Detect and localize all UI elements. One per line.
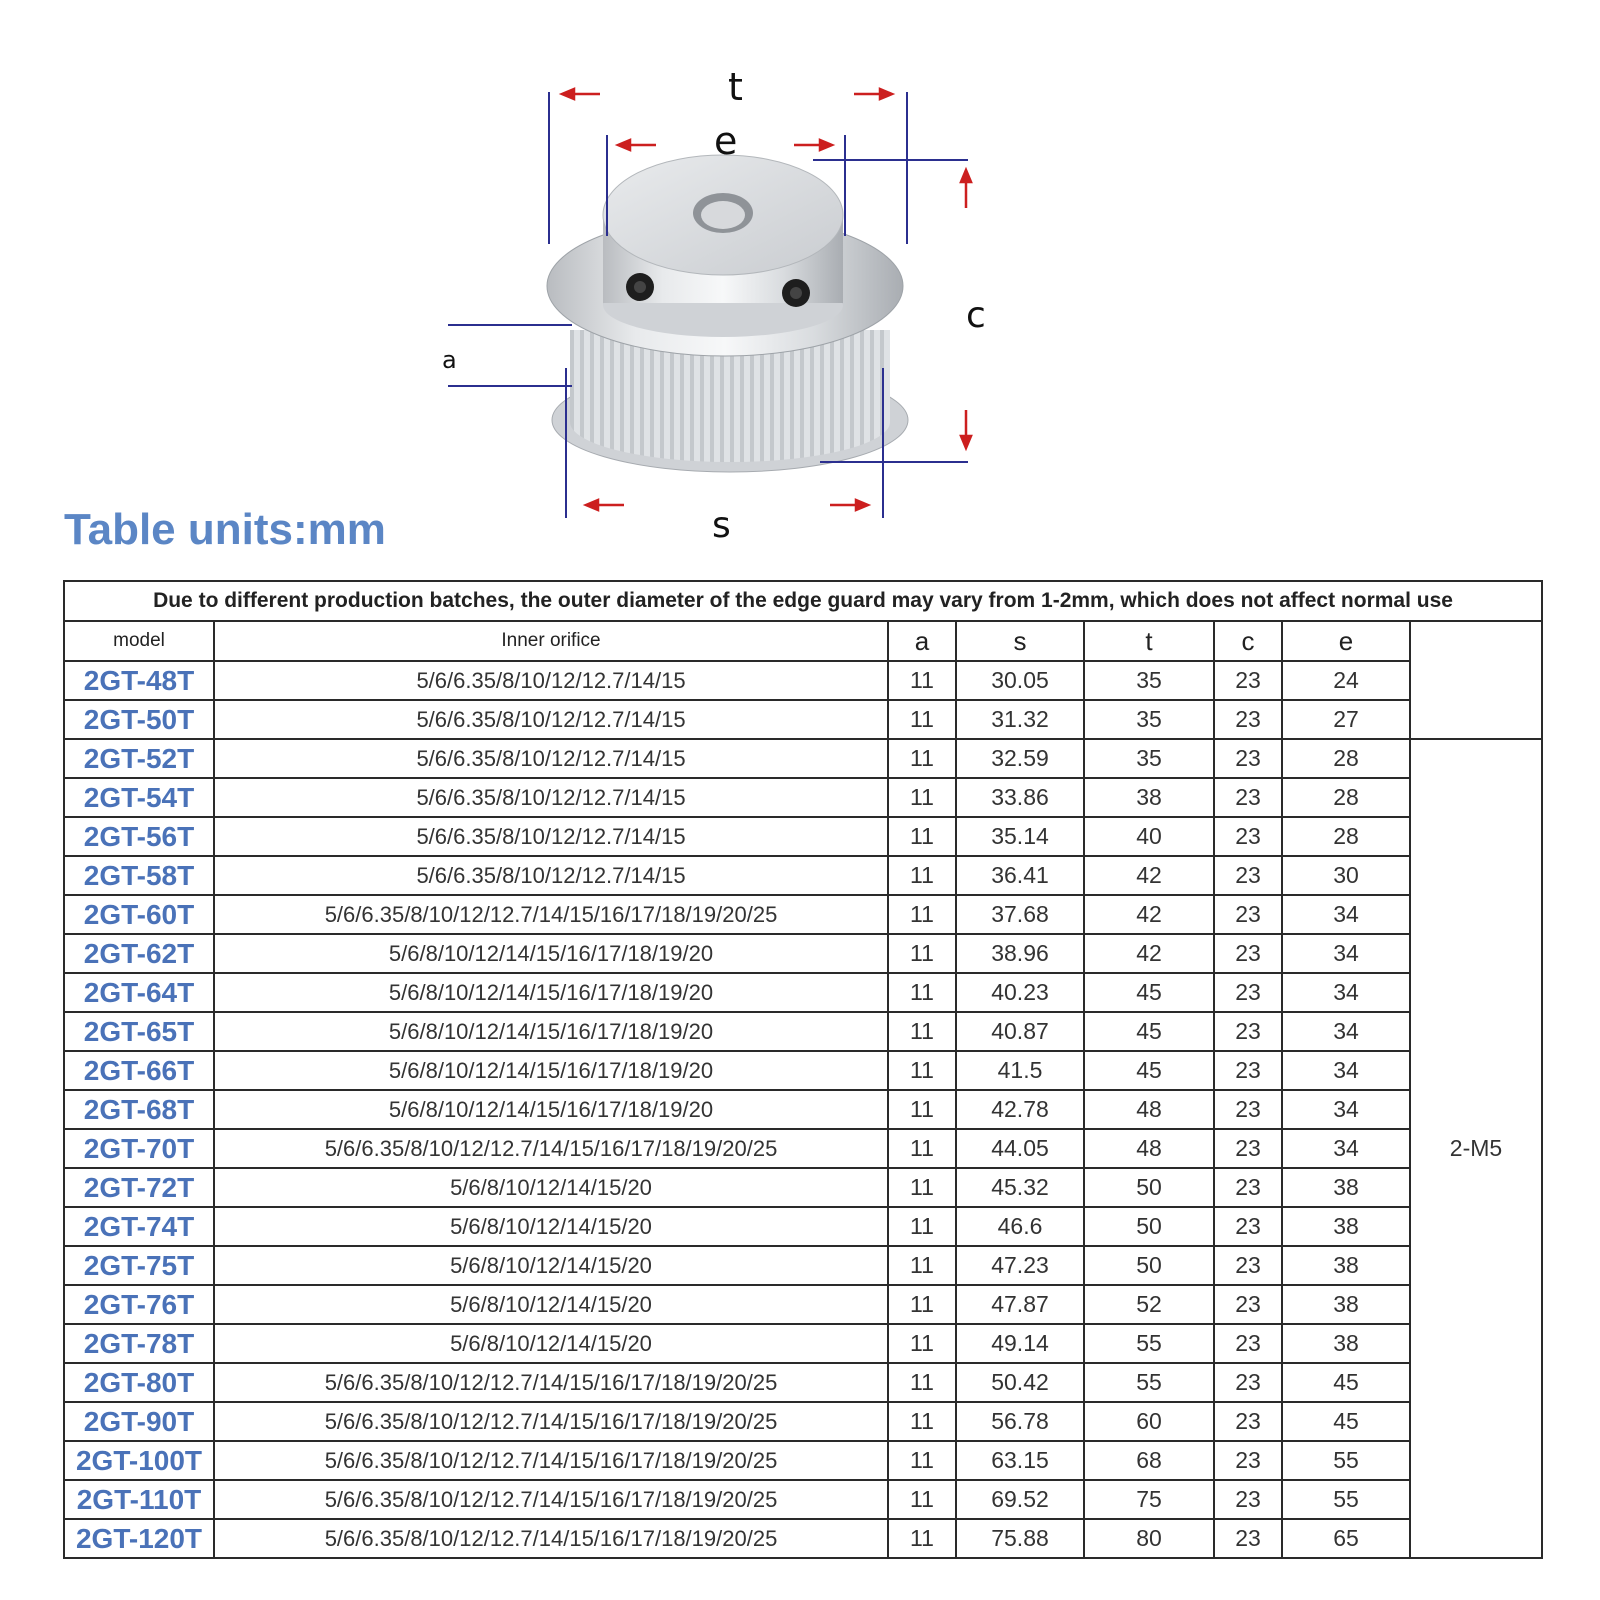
e-cell: 38 <box>1282 1285 1410 1324</box>
model-cell: 2GT-54T <box>64 778 214 817</box>
model-cell: 2GT-56T <box>64 817 214 856</box>
e-cell: 34 <box>1282 1051 1410 1090</box>
header-model: model <box>64 621 214 661</box>
t-cell: 45 <box>1084 1051 1214 1090</box>
table-row <box>64 1168 1542 1207</box>
a-cell: 11 <box>888 1090 956 1129</box>
batch-note: Due to different production batches, the outer diameter of the edge guard may vary from 1-2mm, which does not affect normal use <box>64 581 1542 621</box>
c-cell: 23 <box>1214 1402 1282 1441</box>
e-cell: 24 <box>1282 661 1410 700</box>
inner-orifice-cell: 5/6/8/10/12/14/15/20 <box>214 1246 888 1285</box>
e-cell: 55 <box>1282 1480 1410 1519</box>
e-cell: 38 <box>1282 1168 1410 1207</box>
s-cell: 37.68 <box>956 895 1084 934</box>
t-cell: 50 <box>1084 1207 1214 1246</box>
a-cell: 11 <box>888 1519 956 1558</box>
dimension-label-t: t <box>728 65 743 109</box>
table-row <box>64 778 1542 817</box>
c-cell: 23 <box>1214 661 1282 700</box>
t-cell: 55 <box>1084 1324 1214 1363</box>
t-cell: 48 <box>1084 1090 1214 1129</box>
s-cell: 45.32 <box>956 1168 1084 1207</box>
model-cell: 2GT-62T <box>64 934 214 973</box>
pulley-drawing <box>0 0 1600 570</box>
model-cell: 2GT-74T <box>64 1207 214 1246</box>
c-cell: 23 <box>1214 973 1282 1012</box>
t-cell: 50 <box>1084 1168 1214 1207</box>
s-cell: 35.14 <box>956 817 1084 856</box>
e-cell: 34 <box>1282 934 1410 973</box>
inner-orifice-cell: 5/6/8/10/12/14/15/16/17/18/19/20 <box>214 1090 888 1129</box>
c-cell: 23 <box>1214 1480 1282 1519</box>
s-cell: 40.23 <box>956 973 1084 1012</box>
t-cell: 35 <box>1084 700 1214 739</box>
header-e: e <box>1282 621 1410 661</box>
a-cell: 11 <box>888 700 956 739</box>
a-cell: 11 <box>888 778 956 817</box>
spec-table-body <box>64 581 1542 1558</box>
table-row <box>64 934 1542 973</box>
t-cell: 38 <box>1084 778 1214 817</box>
inner-orifice-cell: 5/6/8/10/12/14/15/16/17/18/19/20 <box>214 934 888 973</box>
inner-orifice-cell: 5/6/6.35/8/10/12/12.7/14/15/16/17/18/19/20/25 <box>214 1402 888 1441</box>
a-cell: 11 <box>888 1012 956 1051</box>
model-cell: 2GT-90T <box>64 1402 214 1441</box>
model-cell: 2GT-66T <box>64 1051 214 1090</box>
c-cell: 23 <box>1214 1207 1282 1246</box>
inner-orifice-cell: 5/6/8/10/12/14/15/20 <box>214 1324 888 1363</box>
s-cell: 33.86 <box>956 778 1084 817</box>
c-cell: 23 <box>1214 934 1282 973</box>
c-cell: 23 <box>1214 1051 1282 1090</box>
s-cell: 46.6 <box>956 1207 1084 1246</box>
e-cell: 34 <box>1282 895 1410 934</box>
s-cell: 40.87 <box>956 1012 1084 1051</box>
table-row <box>64 973 1542 1012</box>
screw-spec-cell: 2-M5 <box>1410 739 1542 1558</box>
a-cell: 11 <box>888 895 956 934</box>
model-cell: 2GT-70T <box>64 1129 214 1168</box>
a-cell: 11 <box>888 856 956 895</box>
a-cell: 11 <box>888 973 956 1012</box>
inner-orifice-cell: 5/6/6.35/8/10/12/12.7/14/15 <box>214 739 888 778</box>
model-cell: 2GT-75T <box>64 1246 214 1285</box>
a-cell: 11 <box>888 1207 956 1246</box>
e-cell: 34 <box>1282 1012 1410 1051</box>
c-cell: 23 <box>1214 1324 1282 1363</box>
units-title: Table units:mm <box>64 505 386 554</box>
a-cell: 11 <box>888 1051 956 1090</box>
inner-orifice-cell: 5/6/6.35/8/10/12/12.7/14/15 <box>214 778 888 817</box>
e-cell: 27 <box>1282 700 1410 739</box>
header-c: c <box>1214 621 1282 661</box>
c-cell: 23 <box>1214 856 1282 895</box>
a-cell: 11 <box>888 1246 956 1285</box>
s-cell: 38.96 <box>956 934 1084 973</box>
inner-orifice-cell: 5/6/8/10/12/14/15/20 <box>214 1168 888 1207</box>
table-row <box>64 895 1542 934</box>
s-cell: 50.42 <box>956 1363 1084 1402</box>
inner-orifice-cell: 5/6/6.35/8/10/12/12.7/14/15 <box>214 856 888 895</box>
table-row <box>64 1480 1542 1519</box>
s-cell: 47.23 <box>956 1246 1084 1285</box>
e-cell: 28 <box>1282 817 1410 856</box>
t-cell: 55 <box>1084 1363 1214 1402</box>
c-cell: 23 <box>1214 778 1282 817</box>
a-cell: 11 <box>888 739 956 778</box>
note-row <box>64 581 1542 621</box>
e-cell: 38 <box>1282 1324 1410 1363</box>
table-row <box>64 1090 1542 1129</box>
header-row <box>64 621 1542 661</box>
e-cell: 38 <box>1282 1246 1410 1285</box>
pulley-diagram <box>0 0 1600 570</box>
inner-orifice-cell: 5/6/8/10/12/14/15/16/17/18/19/20 <box>214 1051 888 1090</box>
s-cell: 49.14 <box>956 1324 1084 1363</box>
header-inner-orifice: Inner orifice <box>214 621 888 661</box>
s-cell: 47.87 <box>956 1285 1084 1324</box>
header-a: a <box>888 621 956 661</box>
a-cell: 11 <box>888 817 956 856</box>
model-cell: 2GT-65T <box>64 1012 214 1051</box>
model-cell: 2GT-60T <box>64 895 214 934</box>
t-cell: 35 <box>1084 661 1214 700</box>
model-cell: 2GT-78T <box>64 1324 214 1363</box>
c-cell: 23 <box>1214 1285 1282 1324</box>
t-cell: 40 <box>1084 817 1214 856</box>
dimension-label-s: s <box>712 505 731 546</box>
t-cell: 50 <box>1084 1246 1214 1285</box>
screw-blank-cell <box>1410 621 1542 739</box>
dimension-label-a: a <box>442 346 457 374</box>
c-cell: 23 <box>1214 1363 1282 1402</box>
a-cell: 11 <box>888 1480 956 1519</box>
table-row <box>64 1012 1542 1051</box>
model-cell: 2GT-48T <box>64 661 214 700</box>
inner-orifice-cell: 5/6/6.35/8/10/12/12.7/14/15/16/17/18/19/20/25 <box>214 895 888 934</box>
table-row <box>64 739 1542 778</box>
c-cell: 23 <box>1214 1012 1282 1051</box>
a-cell: 11 <box>888 1285 956 1324</box>
inner-orifice-cell: 5/6/6.35/8/10/12/12.7/14/15/16/17/18/19/20/25 <box>214 1480 888 1519</box>
table-row <box>64 1246 1542 1285</box>
inner-orifice-cell: 5/6/6.35/8/10/12/12.7/14/15/16/17/18/19/20/25 <box>214 1129 888 1168</box>
inner-orifice-cell: 5/6/6.35/8/10/12/12.7/14/15 <box>214 661 888 700</box>
e-cell: 30 <box>1282 856 1410 895</box>
table-row <box>64 661 1542 700</box>
s-cell: 42.78 <box>956 1090 1084 1129</box>
model-cell: 2GT-76T <box>64 1285 214 1324</box>
t-cell: 45 <box>1084 1012 1214 1051</box>
inner-orifice-cell: 5/6/6.35/8/10/12/12.7/14/15 <box>214 817 888 856</box>
table-row <box>64 1285 1542 1324</box>
s-cell: 41.5 <box>956 1051 1084 1090</box>
a-cell: 11 <box>888 1129 956 1168</box>
header-s: s <box>956 621 1084 661</box>
s-cell: 44.05 <box>956 1129 1084 1168</box>
a-cell: 11 <box>888 661 956 700</box>
a-cell: 11 <box>888 1168 956 1207</box>
table-row <box>64 1051 1542 1090</box>
t-cell: 42 <box>1084 934 1214 973</box>
table-row <box>64 1207 1542 1246</box>
a-cell: 11 <box>888 1441 956 1480</box>
e-cell: 28 <box>1282 739 1410 778</box>
table-row <box>64 1129 1542 1168</box>
inner-orifice-cell: 5/6/8/10/12/14/15/16/17/18/19/20 <box>214 973 888 1012</box>
s-cell: 63.15 <box>956 1441 1084 1480</box>
model-cell: 2GT-50T <box>64 700 214 739</box>
s-cell: 30.05 <box>956 661 1084 700</box>
inner-orifice-cell: 5/6/6.35/8/10/12/12.7/14/15/16/17/18/19/20/25 <box>214 1519 888 1558</box>
c-cell: 23 <box>1214 1441 1282 1480</box>
table-row <box>64 1324 1542 1363</box>
table-row <box>64 1441 1542 1480</box>
model-cell: 2GT-80T <box>64 1363 214 1402</box>
model-cell: 2GT-100T <box>64 1441 214 1480</box>
e-cell: 34 <box>1282 973 1410 1012</box>
s-cell: 31.32 <box>956 700 1084 739</box>
table-row <box>64 1402 1542 1441</box>
c-cell: 23 <box>1214 1129 1282 1168</box>
c-cell: 23 <box>1214 700 1282 739</box>
model-cell: 2GT-64T <box>64 973 214 1012</box>
c-cell: 23 <box>1214 1519 1282 1558</box>
t-cell: 80 <box>1084 1519 1214 1558</box>
a-cell: 11 <box>888 1363 956 1402</box>
dimension-label-e: e <box>714 119 738 163</box>
a-cell: 11 <box>888 934 956 973</box>
model-cell: 2GT-110T <box>64 1480 214 1519</box>
a-cell: 11 <box>888 1402 956 1441</box>
table-row <box>64 856 1542 895</box>
t-cell: 48 <box>1084 1129 1214 1168</box>
c-cell: 23 <box>1214 1168 1282 1207</box>
model-cell: 2GT-68T <box>64 1090 214 1129</box>
s-cell: 69.52 <box>956 1480 1084 1519</box>
t-cell: 42 <box>1084 856 1214 895</box>
inner-orifice-cell: 5/6/6.35/8/10/12/12.7/14/15 <box>214 700 888 739</box>
s-cell: 36.41 <box>956 856 1084 895</box>
table-row <box>64 1363 1542 1402</box>
model-cell: 2GT-120T <box>64 1519 214 1558</box>
model-cell: 2GT-58T <box>64 856 214 895</box>
t-cell: 42 <box>1084 895 1214 934</box>
c-cell: 23 <box>1214 817 1282 856</box>
s-cell: 56.78 <box>956 1402 1084 1441</box>
e-cell: 45 <box>1282 1363 1410 1402</box>
e-cell: 34 <box>1282 1090 1410 1129</box>
e-cell: 45 <box>1282 1402 1410 1441</box>
t-cell: 60 <box>1084 1402 1214 1441</box>
table-row <box>64 700 1542 739</box>
inner-orifice-cell: 5/6/6.35/8/10/12/12.7/14/15/16/17/18/19/20/25 <box>214 1363 888 1402</box>
table-row <box>64 1519 1542 1558</box>
c-cell: 23 <box>1214 1246 1282 1285</box>
t-cell: 75 <box>1084 1480 1214 1519</box>
dimension-label-c: c <box>966 295 986 336</box>
inner-orifice-cell: 5/6/8/10/12/14/15/16/17/18/19/20 <box>214 1012 888 1051</box>
t-cell: 68 <box>1084 1441 1214 1480</box>
e-cell: 55 <box>1282 1441 1410 1480</box>
e-cell: 65 <box>1282 1519 1410 1558</box>
e-cell: 38 <box>1282 1207 1410 1246</box>
model-cell: 2GT-52T <box>64 739 214 778</box>
spec-table <box>63 580 1543 1559</box>
c-cell: 23 <box>1214 1090 1282 1129</box>
t-cell: 35 <box>1084 739 1214 778</box>
a-cell: 11 <box>888 1324 956 1363</box>
inner-orifice-cell: 5/6/8/10/12/14/15/20 <box>214 1285 888 1324</box>
model-cell: 2GT-72T <box>64 1168 214 1207</box>
header-t: t <box>1084 621 1214 661</box>
e-cell: 34 <box>1282 1129 1410 1168</box>
table-row <box>64 817 1542 856</box>
e-cell: 28 <box>1282 778 1410 817</box>
c-cell: 23 <box>1214 739 1282 778</box>
s-cell: 75.88 <box>956 1519 1084 1558</box>
inner-orifice-cell: 5/6/8/10/12/14/15/20 <box>214 1207 888 1246</box>
t-cell: 45 <box>1084 973 1214 1012</box>
t-cell: 52 <box>1084 1285 1214 1324</box>
c-cell: 23 <box>1214 895 1282 934</box>
inner-orifice-cell: 5/6/6.35/8/10/12/12.7/14/15/16/17/18/19/20/25 <box>214 1441 888 1480</box>
s-cell: 32.59 <box>956 739 1084 778</box>
